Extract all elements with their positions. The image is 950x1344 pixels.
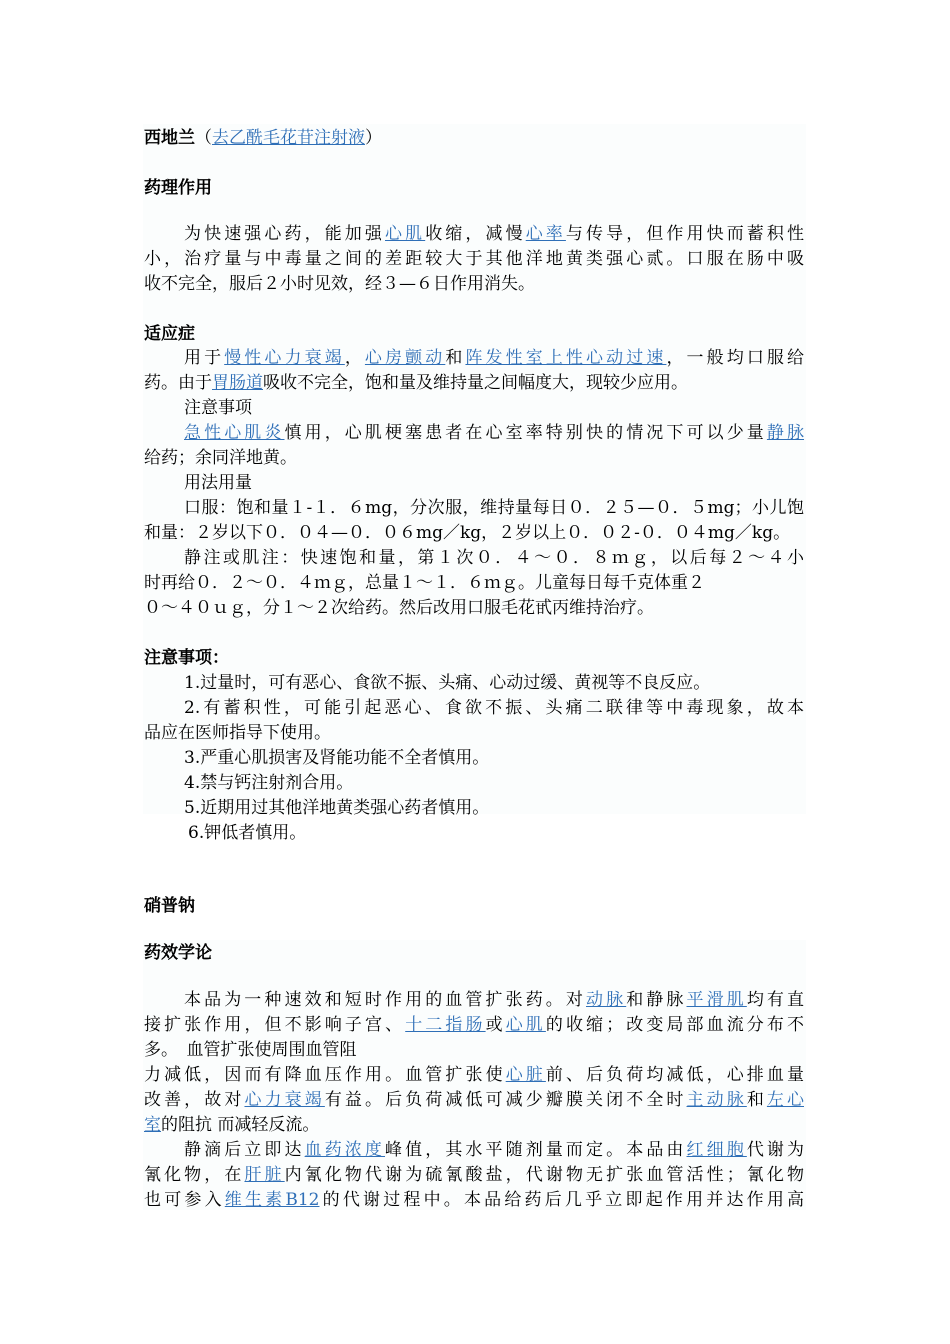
- link-heart-failure[interactable]: 心力衰竭: [244, 1090, 325, 1110]
- paragraph-line: 给药；余同洋地黄。: [144, 448, 297, 468]
- paragraph-line: [144, 988, 804, 1013]
- link-psvt[interactable]: 阵发性室上性心动过速: [465, 348, 667, 368]
- subheading-precautions: 注意事项: [184, 398, 252, 418]
- text: 接扩张作用，但不影响子宫、: [144, 1015, 406, 1035]
- drug-name: 西地兰: [144, 128, 195, 148]
- paragraph-line: 小，治疗量与中毒量之间的差距较大于其他洋地黄类强心贰。口服在肠中吸: [144, 249, 804, 269]
- paragraph-line: [144, 346, 804, 371]
- paragraph-line: [144, 1063, 804, 1088]
- text: 为快速强心药，能加强: [184, 224, 385, 244]
- paragraph-line: [144, 371, 804, 396]
- link-liver[interactable]: 肝脏: [244, 1165, 285, 1185]
- text: ，一般均口服给: [666, 348, 805, 368]
- paragraph-line: 口服：饱和量１-１．６mg，分次服，维持量每日０．２５—０．５mg；小儿饱: [184, 498, 804, 518]
- list-item: 4.禁与钙注射剂合用。: [184, 773, 354, 793]
- paragraph-line: [144, 1088, 804, 1113]
- link-acute-myocarditis[interactable]: 急性心肌炎: [184, 423, 285, 443]
- drug-title: [144, 126, 804, 151]
- paragraph-line: ０～４０ｕｇ，分１～２次给药。然后改用口服毛花甙丙维持治疗。: [144, 598, 654, 618]
- text: 的代谢过程中。本品给药后几乎立即起作用并达作用高: [319, 1190, 805, 1210]
- paragraph-line: [144, 1163, 804, 1188]
- paragraph-line: 和量：２岁以下０．０４—０．０６mg／kg，２岁以上０．０２-０．０４mg／kg。: [144, 523, 791, 543]
- text: 与传导，但作用快而蓄积性: [565, 224, 805, 244]
- paragraph-line: [144, 1113, 804, 1138]
- link-duodenum[interactable]: 十二指肠: [405, 1015, 486, 1035]
- paren: （: [195, 128, 212, 148]
- link-plasma-concentration[interactable]: 血药浓度: [304, 1140, 386, 1160]
- text: 氰化物，在: [144, 1165, 245, 1185]
- link-aorta[interactable]: 主动脉: [686, 1090, 747, 1110]
- text: 代谢为: [746, 1140, 805, 1160]
- paragraph-line: 时再给０．２～０．４ｍｇ，总量１～１．６ｍｇ。儿童每日每千克体重２: [144, 573, 705, 593]
- text: 和静脉: [626, 990, 687, 1010]
- list-item: 3.严重心肌损害及肾能功能不全者慎用。: [184, 748, 490, 768]
- paragraph-line: [144, 222, 804, 247]
- link-myocardium[interactable]: 心肌: [385, 224, 426, 244]
- list-item: 5.近期用过其他洋地黄类强心药者慎用。: [184, 798, 490, 818]
- paragraph-line: 多。 血管扩张使周围血管阻: [144, 1040, 357, 1060]
- text: 峰值，其水平随剂量而定。本品由: [385, 1140, 687, 1160]
- text: 内氰化物代谢为硫氰酸盐，代谢物无扩张血管活性；氰化物: [284, 1165, 804, 1185]
- subheading-dosage: 用法用量: [184, 473, 252, 493]
- text: 吸收不完全，饱和量及维持量之间幅度大，现较少应用。: [263, 373, 688, 393]
- text: 改善，故对: [144, 1090, 245, 1110]
- paragraph-line: 收不完全，服后２小时见效，经３—６日作用消失。: [144, 274, 535, 294]
- paragraph-line: 静注或肌注：快速饱和量，第１次０．４～０．８ｍｇ，以后每２～４小: [184, 548, 804, 568]
- text: 收缩，减慢: [425, 224, 526, 244]
- heading-pharmacology: 药理作用: [144, 178, 212, 198]
- list-item: 6.钾低者慎用。: [188, 823, 307, 843]
- text: 药。由于: [144, 373, 212, 393]
- text: 和: [746, 1090, 767, 1110]
- link-heart-rate[interactable]: 心率: [525, 224, 566, 244]
- link-heart[interactable]: 心脏: [505, 1065, 546, 1085]
- link-red-blood-cell[interactable]: 红细胞: [686, 1140, 747, 1160]
- text: 慎用，心肌梗塞患者在心室率特别快的情况下可以少量: [284, 423, 767, 443]
- text: 本品为一种速效和短时作用的血管扩张药。对: [184, 990, 586, 1010]
- text: 的收缩；改变局部血流分布不: [545, 1015, 804, 1035]
- link-artery[interactable]: 动脉: [586, 990, 627, 1010]
- link-chronic-heart-failure[interactable]: 慢性心力衰竭: [224, 348, 345, 368]
- text: 也可参入: [144, 1190, 225, 1210]
- link-left-ventricle[interactable]: 左心: [766, 1090, 804, 1110]
- drug-title: 硝普钠: [144, 896, 195, 916]
- heading-indications: 适应症: [144, 324, 195, 344]
- text: ，: [344, 348, 365, 368]
- heading-pharmacodynamics: 药效学论: [144, 943, 212, 963]
- text: 用于: [184, 348, 225, 368]
- text: 有益。后负荷减低可减少瓣膜关闭不全时: [324, 1090, 687, 1110]
- heading-precautions: 注意事项：: [144, 648, 229, 668]
- list-item-continued: 品应在医师指导下使用。: [144, 723, 331, 743]
- text: 前、后负荷均减低，心排血量: [545, 1065, 804, 1085]
- link-vein[interactable]: 静脉: [766, 423, 805, 443]
- link-left-ventricle-cont[interactable]: 室: [144, 1115, 161, 1135]
- list-item: 2.有蓄积性，可能引起恶心、食欲不振、头痛二联律等中毒现象，故本: [184, 698, 804, 718]
- text: 或: [485, 1015, 506, 1035]
- text: 的阻抗 而减轻反流。: [161, 1115, 320, 1135]
- text: 和: [445, 348, 466, 368]
- text: 均有直: [746, 990, 805, 1010]
- paragraph-line: [144, 1188, 804, 1213]
- paren: ）: [365, 128, 382, 148]
- paragraph-line: [144, 1013, 804, 1038]
- link-myocardium[interactable]: 心肌: [505, 1015, 546, 1035]
- link-vitamin-b12[interactable]: 维生素B12: [224, 1190, 320, 1210]
- link-gi-tract[interactable]: 胃肠道: [212, 373, 263, 393]
- list-item: 1.过量时，可有恶心、食欲不振、头痛、心动过缓、黄视等不良反应。: [184, 673, 711, 693]
- link-smooth-muscle[interactable]: 平滑肌: [686, 990, 747, 1010]
- text: 静滴后立即达: [184, 1140, 305, 1160]
- drug-generic-link[interactable]: 去乙酰毛花苷注射液: [212, 128, 365, 148]
- text: 力减低，因而有降血压作用。血管扩张使: [144, 1065, 506, 1085]
- link-atrial-fibrillation[interactable]: 心房颤动: [364, 348, 446, 368]
- paragraph-line: [144, 1138, 804, 1163]
- paragraph-line: [144, 421, 804, 446]
